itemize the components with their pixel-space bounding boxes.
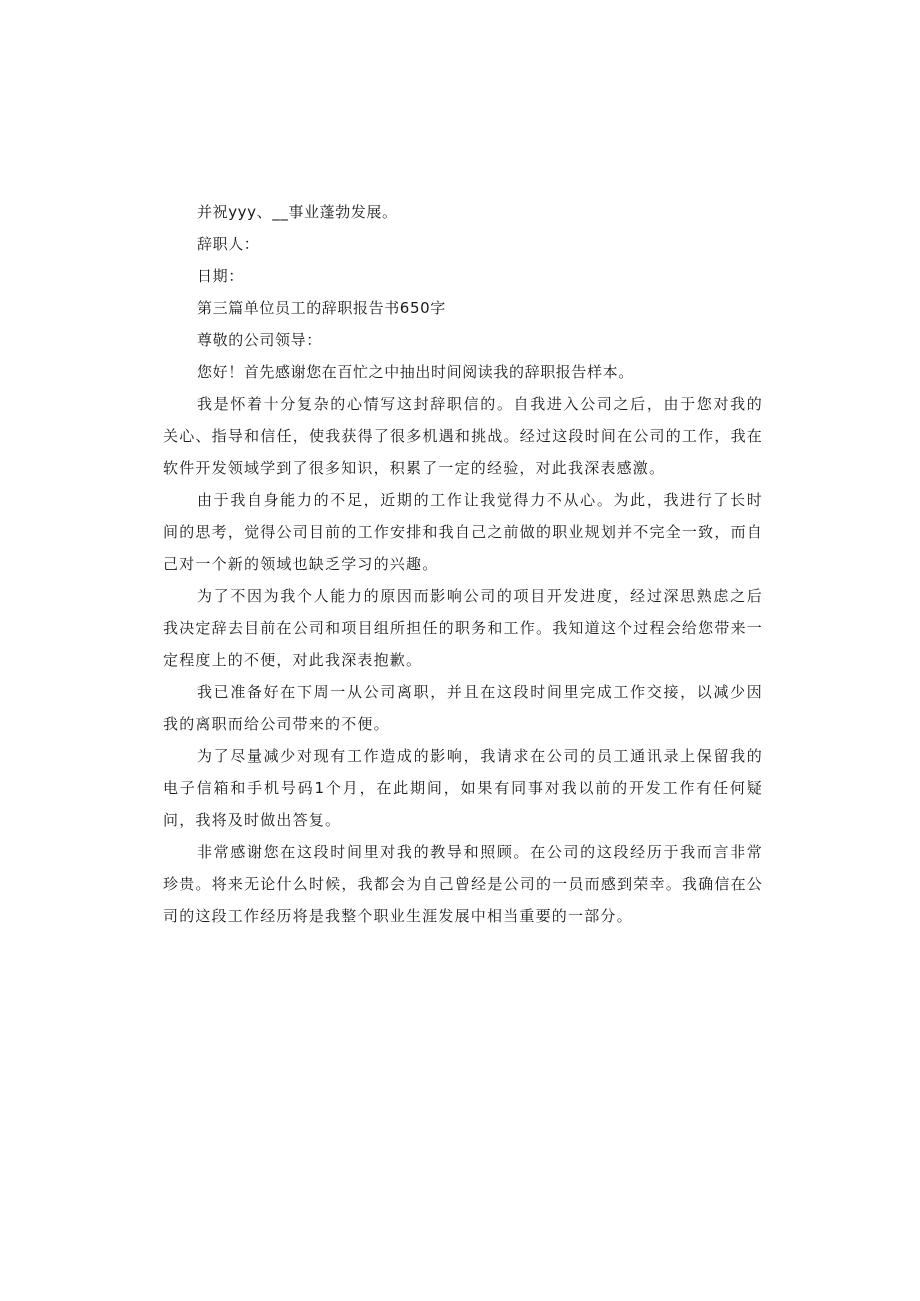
body-paragraph: 非常感谢您在这段时间里对我的教导和照顾。在公司的这段经历于我而言非常珍贵。将来无论什么时候，我都会为自己曾经是公司的一员而感到荣幸。我确信在公司的这段工作经历将是我整个职业生涯发展中相当重要的一部分。	[163, 843, 763, 925]
date-label: 日期：	[197, 267, 244, 285]
body-paragraph: 我已准备好在下周一从公司离职，并且在这段时间里完成工作交接，以减少因我的离职而给公司带来的不便。	[163, 683, 763, 733]
body-paragraph: 为了尽量减少对现有工作造成的影响，我请求在公司的员工通讯录上保留我的电子信箱和手机号码1个月，在此期间，如果有同事对我以前的开发工作有任何疑问，我将及时做出答复。	[163, 747, 763, 829]
document-body	[163, 196, 763, 932]
salutation: 尊敬的公司领导：	[197, 331, 322, 349]
body-paragraph: 我是怀着十分复杂的心情写这封辞职信的。自我进入公司之后，由于您对我的关心、指导和信任，使我获得了很多机遇和挑战。经过这段时间在公司的工作，我在软件开发领域学到了很多知识，积累了一定的经验，对此我深表感激。	[163, 395, 763, 477]
resigner-label: 辞职人：	[197, 235, 260, 253]
body-paragraph: 为了不因为我个人能力的原因而影响公司的项目开发进度，经过深思熟虑之后我决定辞去目前在公司和项目组所担任的职务和工作。我知道这个过程会给您带来一定程度上的不便，对此我深表抱歉。	[163, 587, 763, 669]
closing-wish: 并祝yyy、__事业蓬勃发展。	[197, 203, 398, 221]
body-paragraph: 由于我自身能力的不足，近期的工作让我觉得力不从心。为此，我进行了长时间的思考，觉得公司目前的工作安排和我自己之前做的职业规划并不完全一致，而自己对一个新的领域也缺乏学习的兴趣。	[163, 491, 763, 573]
greeting-paragraph: 您好！首先感谢您在百忙之中抽出时间阅读我的辞职报告样本。	[197, 363, 634, 381]
section-title: 第三篇单位员工的辞职报告书650字	[197, 299, 446, 317]
